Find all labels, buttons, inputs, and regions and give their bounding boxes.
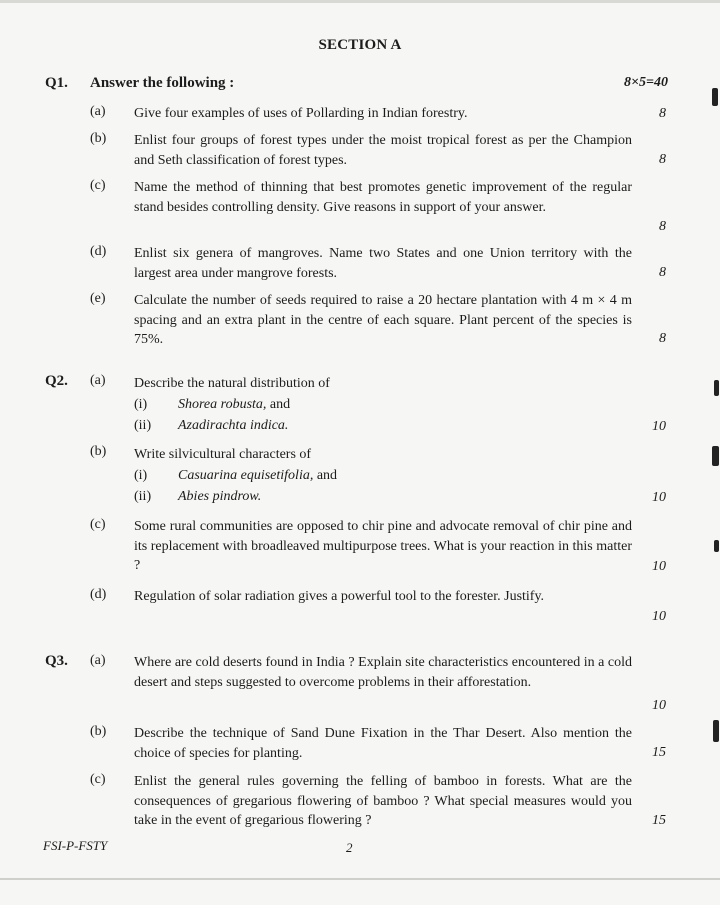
bottom-rule	[0, 878, 720, 880]
part-marks: 8	[659, 331, 666, 346]
part-text: Some rural communities are opposed to chir pine and advocate removal of chir pine and its replacement with broadleaved multipurpose trees. What is your reaction in this matter ?	[134, 519, 632, 573]
part-letter: (c)	[90, 517, 106, 532]
question-number: Q1.	[45, 75, 68, 91]
top-rule	[0, 0, 720, 3]
part-letter: (b)	[90, 724, 107, 739]
question-total-marks: 8×5=40	[624, 75, 668, 90]
part-text: Regulation of solar radiation gives a powerful tool to the forester. Justify.	[134, 589, 545, 604]
part-letter: (e)	[90, 291, 106, 306]
part-letter: (c)	[90, 772, 106, 787]
part-text: Name the method of thinning that best promotes genetic improvement of the regular stand besides controlling density. Give reasons in support of your answer.	[134, 180, 632, 215]
scan-mark	[712, 88, 718, 106]
part-text: Calculate the number of seeds required to raise a 20 hectare plantation with 4 m × 4 m spacing and an extra plant in the centre of each square. Plant percent of the species is 75%.	[134, 293, 632, 347]
part-letter: (b)	[90, 444, 107, 459]
sub-item: (ii) Azadirachta indica.	[134, 418, 289, 433]
part-marks: 8	[659, 152, 666, 167]
part-marks: 8	[659, 219, 666, 234]
part-marks: 10	[652, 698, 666, 713]
part-letter: (a)	[90, 653, 106, 668]
section-title: SECTION A	[318, 37, 402, 53]
part-text: Give four examples of uses of Pollarding in Indian forestry.	[134, 106, 468, 121]
part-marks: 10	[652, 419, 666, 434]
sub-item: (ii) Abies pindrow.	[134, 489, 262, 504]
sub-item: (i) Shorea robusta, and	[134, 397, 291, 412]
part-letter: (c)	[90, 178, 106, 193]
part-letter: (a)	[90, 104, 106, 119]
part-text: Where are cold deserts found in India ? Explain site characteristics encountered in a cold desert and steps suggested to overcome problems in their afforestation.	[134, 655, 632, 690]
part-text: Enlist four groups of forest types under the moist tropical forest as per the Champion and Seth classification of forest types.	[134, 133, 632, 168]
part-text: Enlist six genera of mangroves. Name two States and one Union territory with the largest area under mangrove forests.	[134, 246, 632, 281]
part-text	[134, 373, 632, 436]
part-marks: 8	[659, 265, 666, 280]
part-marks: 10	[652, 559, 666, 574]
question-number: Q3.	[45, 653, 68, 669]
part-marks: 15	[652, 813, 666, 828]
part-letter: (b)	[90, 131, 107, 146]
part-intro: Write silvicultural characters of	[134, 447, 312, 462]
part-marks: 10	[652, 609, 666, 624]
part-letter: (d)	[90, 587, 107, 602]
scan-mark	[713, 720, 719, 742]
part-marks: 15	[652, 745, 666, 760]
question-heading: Answer the following :	[90, 75, 235, 91]
part-intro: Describe the natural distribution of	[134, 376, 330, 391]
scan-mark	[714, 380, 719, 396]
sub-item: (i) Casuarina equisetifolia, and	[134, 468, 338, 483]
part-text: Describe the technique of Sand Dune Fixation in the Thar Desert. Also mention the choice of species for planting.	[134, 726, 632, 761]
part-letter: (d)	[90, 244, 107, 259]
scan-mark	[714, 540, 719, 552]
part-marks: 10	[652, 490, 666, 505]
page-number: 2	[346, 840, 353, 855]
paper-code: FSI-P-FSTY	[43, 838, 108, 853]
part-marks: 8	[659, 106, 666, 121]
part-text: Enlist the general rules governing the felling of bamboo in forests. What are the consequences of gregarious flowering of bamboo ? What special measures would you take in the event of gregarious flowering ?	[134, 774, 632, 828]
part-letter: (a)	[90, 373, 106, 388]
question-number: Q2.	[45, 373, 68, 389]
scan-mark	[712, 446, 719, 466]
part-text	[134, 444, 632, 507]
